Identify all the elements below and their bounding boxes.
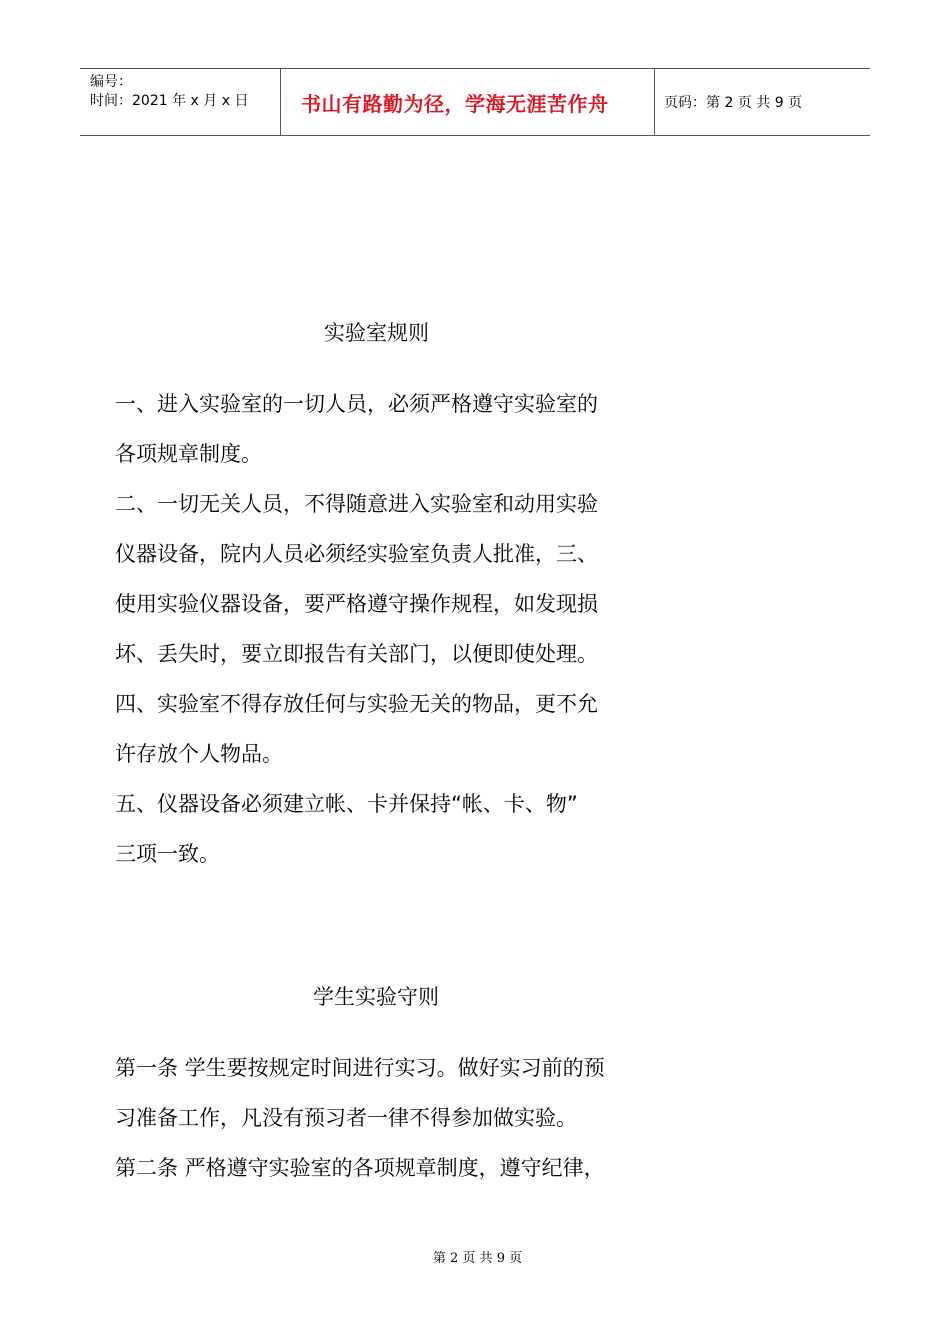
section1-body	[115, 379, 655, 879]
header-motto-cell	[281, 69, 655, 135]
text-line: 仪器设备，院内人员必须经实验室负责人批准，三、	[115, 542, 598, 566]
document-number-label: 编号：	[90, 74, 132, 90]
text-line: 第一条 学生要按规定时间进行实习。做好实习前的预	[115, 1056, 605, 1080]
header-motto: 书山有路勤为径，学海无涯苦作舟	[301, 91, 609, 116]
text-line: 一、进入实验室的一切人员，必须严格遵守实验室的	[115, 392, 598, 416]
text-line: 四、实验室不得存放任何与实验无关的物品，更不允	[115, 692, 598, 716]
section2-title: 学生实验守则	[313, 985, 439, 1009]
text-line: 使用实验仪器设备，要严格遵守操作规程，如发现损	[115, 592, 598, 616]
page-footer: 第 2 页 共 9 页	[432, 1251, 523, 1266]
text-line: 二、一切无关人员，不得随意进入实验室和动用实验	[115, 492, 598, 516]
header-meta	[80, 69, 281, 135]
text-line: 三项一致。	[115, 842, 220, 866]
text-line: 习准备工作，凡没有预习者一律不得参加做实验。	[115, 1106, 577, 1130]
text-line: 五、仪器设备必须建立帐、卡并保持“帐、卡、物”	[115, 792, 578, 816]
section1-title: 实验室规则	[324, 321, 429, 345]
text-line: 许存放个人物品。	[115, 742, 283, 766]
page-header	[80, 68, 870, 136]
header-page-info: 页码：第 2 页 共 9 页	[664, 95, 803, 111]
text-line: 各项规章制度。	[115, 442, 262, 466]
document-date: 时间：2021 年 x 月 x 日	[90, 93, 249, 109]
text-line: 第二条 严格遵守实验室的各项规章制度，遵守纪律，	[115, 1156, 605, 1180]
text-line: 坏、丢失时，要立即报告有关部门，以便即使处理。	[115, 642, 598, 666]
section2-body	[115, 1043, 655, 1193]
